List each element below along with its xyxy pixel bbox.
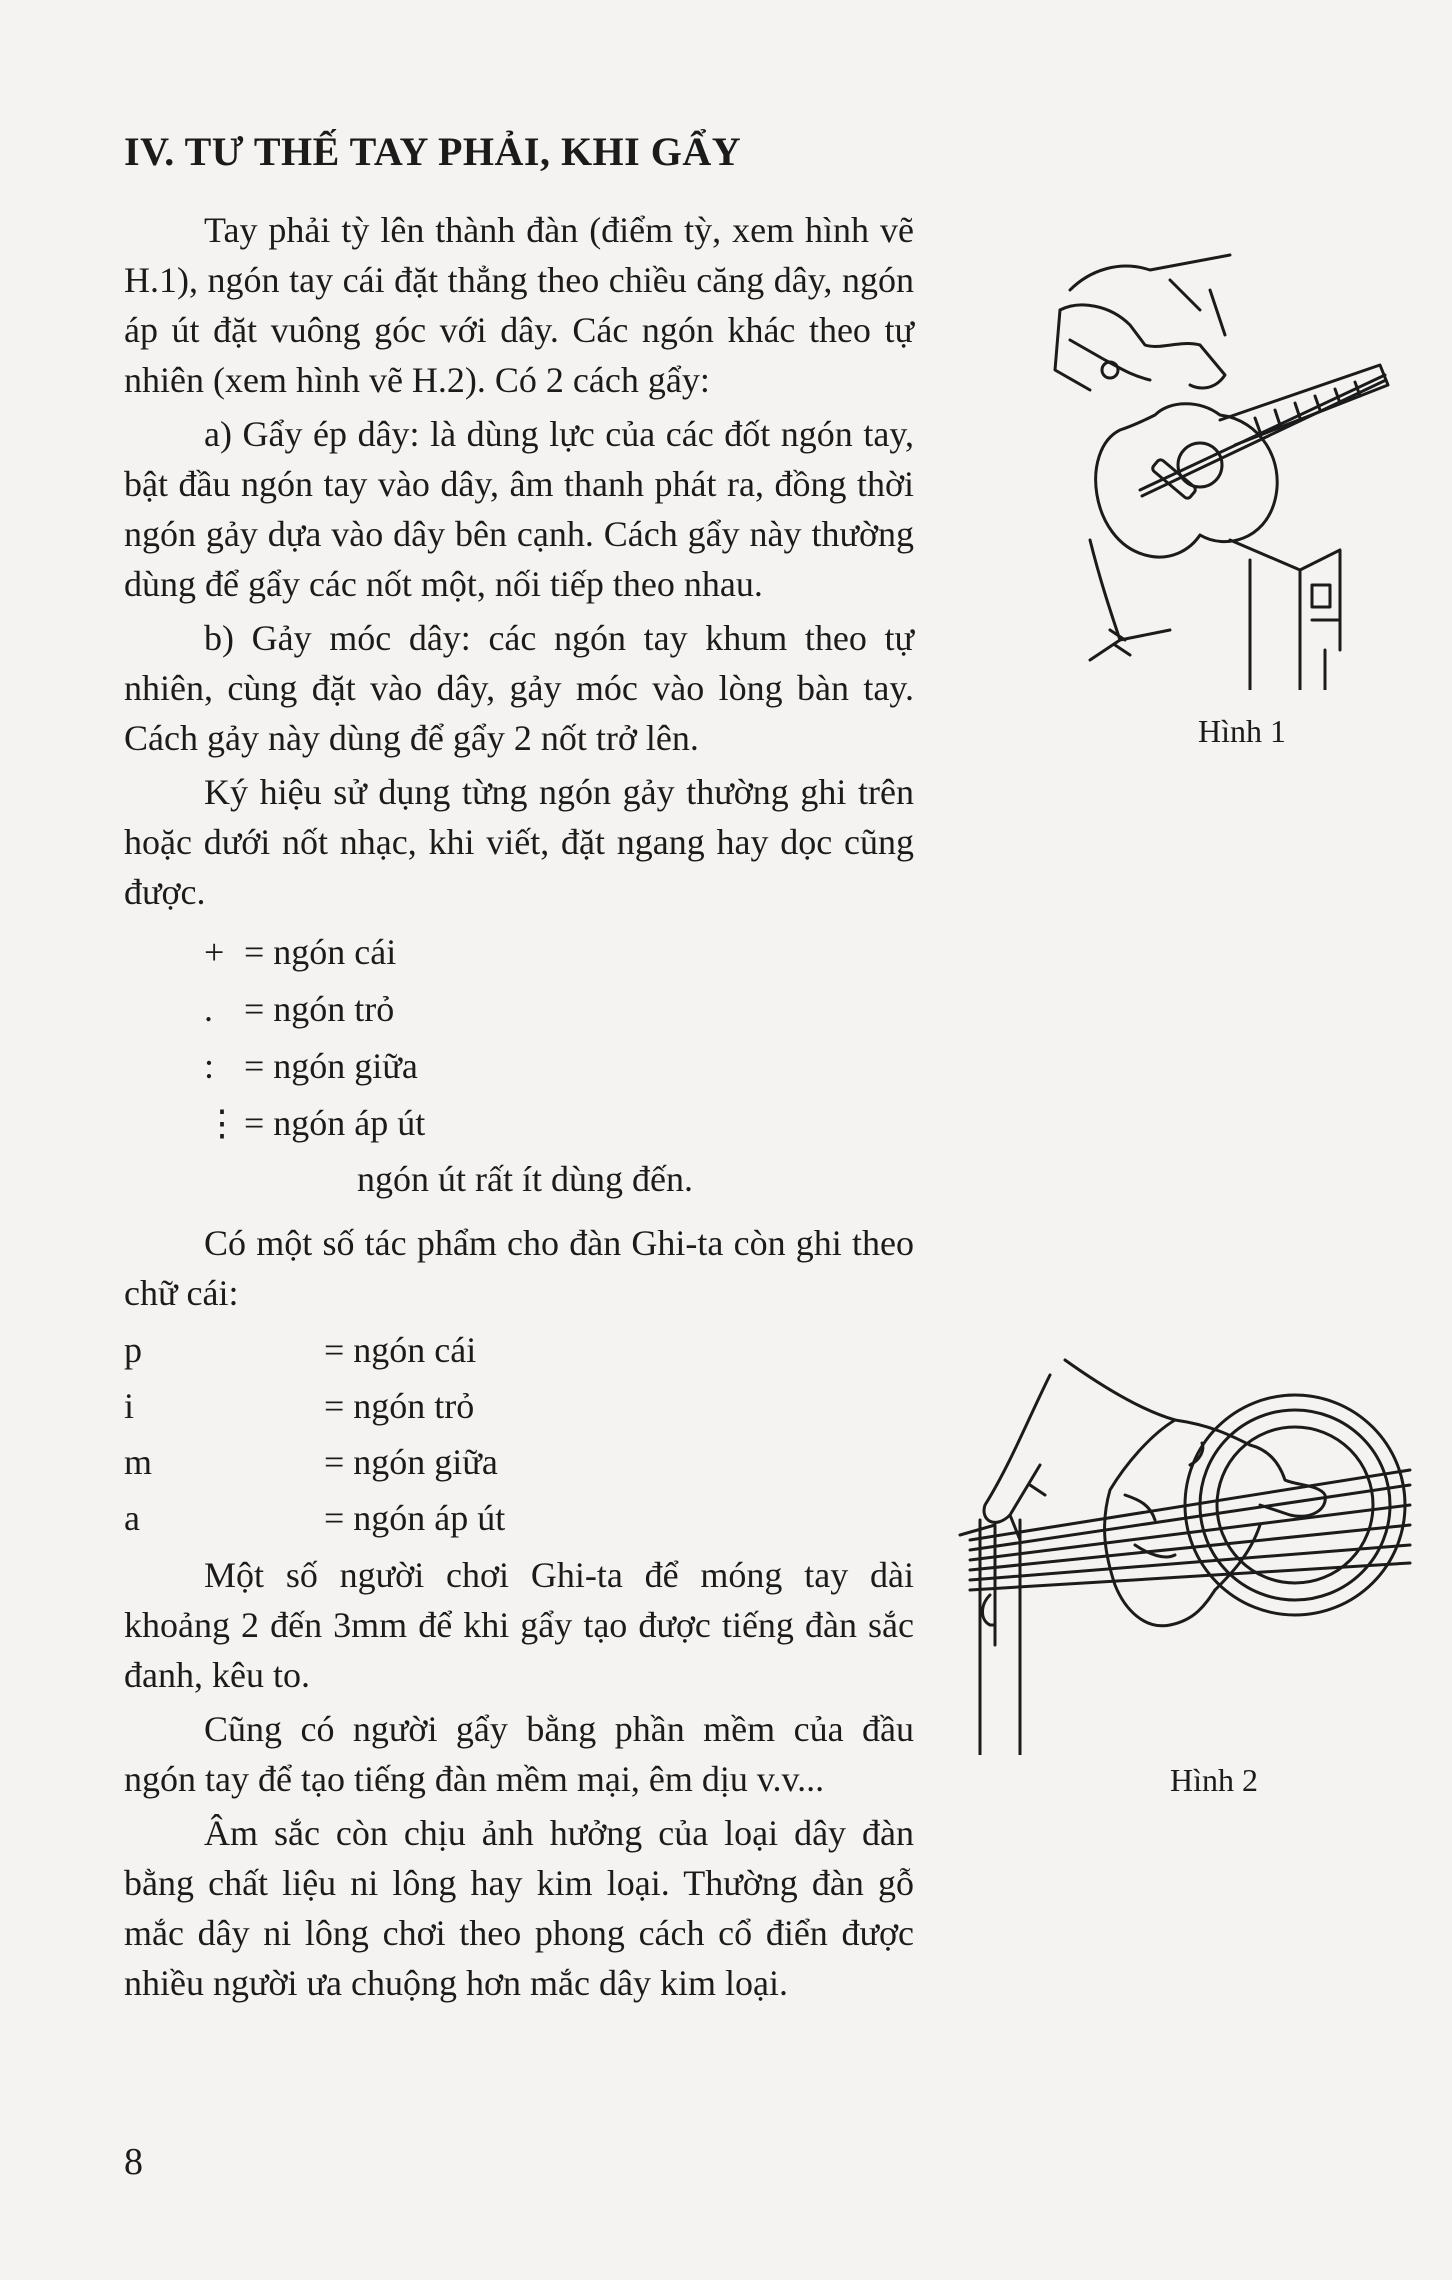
figure-2-hand-illustration [950, 1355, 1420, 1755]
finger-symbol-list [124, 923, 914, 1208]
symbol-definition: = ngón cái [244, 931, 397, 972]
symbol-row [124, 980, 914, 1037]
finger-letter-list [124, 1322, 914, 1546]
symbol: + [204, 931, 225, 972]
symbol-definition: = ngón giữa [244, 1045, 418, 1086]
symbol: ⋮ [204, 1102, 240, 1143]
letter-row [124, 1322, 914, 1378]
symbol-row [124, 923, 914, 980]
paragraph-7: Cũng có người gẩy bằng phần mềm của đầu ngón tay để tạo tiếng đàn mềm mại, êm dịu v.v... [124, 1709, 914, 1799]
page-number: 8 [124, 2141, 143, 2183]
letter: p [124, 1330, 142, 1370]
letter-row [124, 1490, 914, 1546]
symbol: . [204, 988, 213, 1029]
letter: a [124, 1498, 140, 1538]
paragraph-1: Tay phải tỳ lên thành đàn (điểm tỳ, xem hình vẽ H.1), ngón tay cái đặt thẳng theo chiều căng dây, ngón áp út đặt vuông góc với dây. Các ngón khác theo tự nhiên (xem hình vẽ H.2). Có 2 cách gẩy: [124, 210, 914, 400]
letter-definition: = ngón trỏ [324, 1386, 475, 1426]
figure-1-caption: Hình 1 [1198, 713, 1286, 749]
symbol-row [124, 1037, 914, 1094]
section-heading: IV. TƯ THẾ TAY PHẢI, KHI GẨY [124, 129, 742, 174]
figure-1-guitarist-illustration [1050, 250, 1390, 690]
paragraph-2: a) Gẩy ép dây: là dùng lực của các đốt ngón tay, bật đầu ngón tay vào dây, âm thanh phát ra, đồng thời ngón gảy dựa vào dây bên cạnh. Cách gẩy này thường dùng để gẩy các nốt một, nối tiếp theo nhau. [124, 414, 914, 604]
letter: m [124, 1442, 153, 1482]
body-text [124, 205, 914, 2012]
letter-row [124, 1378, 914, 1434]
paragraph-3: b) Gảy móc dây: các ngón tay khum theo tự nhiên, cùng đặt vào dây, gảy móc vào lòng bàn tay. Cách gảy này dùng để gẩy 2 nốt trở lên. [124, 618, 914, 758]
letter-definition: = ngón cái [324, 1330, 477, 1370]
symbol: : [204, 1045, 215, 1086]
symbol-note: ngón út rất ít dùng đến. [357, 1159, 693, 1199]
symbol-definition: = ngón trỏ [244, 988, 395, 1029]
figure-2-caption: Hình 2 [1170, 1762, 1258, 1798]
letter-row [124, 1434, 914, 1490]
paragraph-6: Một số người chơi Ghi-ta để móng tay dài khoảng 2 đến 3mm để khi gẩy tạo được tiếng đàn sắc đanh, kêu to. [124, 1555, 914, 1695]
symbol-definition: = ngón áp út [244, 1102, 426, 1143]
paragraph-4: Ký hiệu sử dụng từng ngón gảy thường ghi trên hoặc dưới nốt nhạc, khi viết, đặt ngang hay dọc cũng được. [124, 772, 914, 912]
paragraph-8: Âm sắc còn chịu ảnh hưởng của loại dây đàn bằng chất liệu ni lông hay kim loại. Thường đàn gỗ mắc dây ni lông chơi theo phong cách cổ điển được nhiều người ưa chuộng hơn mắc dây kim loại. [124, 1813, 914, 2003]
paragraph-5: Có một số tác phẩm cho đàn Ghi-ta còn ghi theo chữ cái: [124, 1223, 914, 1313]
letter-definition: = ngón áp út [324, 1498, 506, 1538]
letter-definition: = ngón giữa [324, 1442, 498, 1482]
symbol-row [124, 1094, 914, 1151]
letter: i [124, 1386, 135, 1426]
